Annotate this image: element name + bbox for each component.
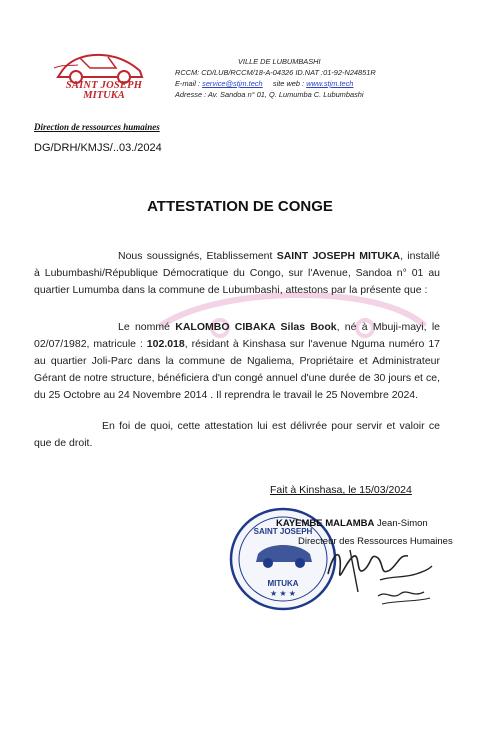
signer-role: Directeur des Ressources Humaines [298, 536, 453, 547]
logo-text-line2: MITUKA [83, 90, 125, 101]
svg-text:SAINT JOSEPH: SAINT JOSEPH [253, 527, 313, 536]
reference-number: DG/DRH/KMJS/..03./2024 [34, 142, 162, 154]
svg-text:★ ★ ★: ★ ★ ★ [270, 589, 296, 598]
website-link[interactable]: www.stjm.tech [306, 79, 354, 88]
header-contact [175, 79, 353, 88]
header-rccm: RCCM: CD/LUB/RCCM/18-A-04326 ID.NAT :01-92-N24851R [175, 68, 376, 77]
place-date: Fait à Kinshasa, le 15/03/2024 [270, 484, 412, 496]
email-link[interactable]: service@stjm.tech [202, 79, 263, 88]
svg-text:MITUKA: MITUKA [267, 579, 299, 588]
handwritten-signature-icon [320, 530, 440, 612]
document-title: ATTESTATION DE CONGE [147, 198, 333, 215]
department-label: Direction de ressources humaines [34, 122, 160, 132]
header-city: VILLE DE LUBUMBASHI [238, 57, 321, 66]
paragraph-body: Le nommé KALOMBO CIBAKA Silas Book, né à Mbuji-mayi, le 02/07/1982, matricule : 102.018, résidant à Kinshasa sur l'avenue Nguma numéro 17 au quartier Joli-Parc dans la commune de Ngaliema, Propriétaire et Administrateur Gérant de notre structure, bénéficiera d'un congé annuel d'une durée de 30 jours et ce, du 25 Octobre au 24 Novembre 2014 . Il reprendra le travail le 25 Novembre 2024. [34, 321, 440, 401]
signer-name: KAYEMBE MALAMBA Jean-Simon [276, 518, 428, 529]
paragraph-intro: Nous soussignés, Etablissement SAINT JOSEPH MITUKA, installé à Lubumbashi/République Démocratique du Congo, sur l'Avenue, Sandoa n° 01 au quartier Lumumba dans la commune de Lubumbashi, attestons par la présente que : [34, 250, 440, 296]
web-label: site web : [272, 79, 305, 88]
employee-matricule: 102.018 [146, 338, 185, 350]
paragraph-closing: En foi de quoi, cette attestation lui est délivrée pour servir et valoir ce que de droit. [34, 420, 440, 449]
header-address: Adresse : Av. Sandoa n° 01, Q. Lumumba C. Lubumbashi [175, 90, 364, 99]
employee-name: KALOMBO CIBAKA Silas Book [175, 321, 337, 333]
email-label: E-mail : [175, 79, 201, 88]
logo-text-line1: SAINT JOSEPH [65, 80, 143, 91]
company-name: SAINT JOSEPH MITUKA [276, 250, 401, 262]
